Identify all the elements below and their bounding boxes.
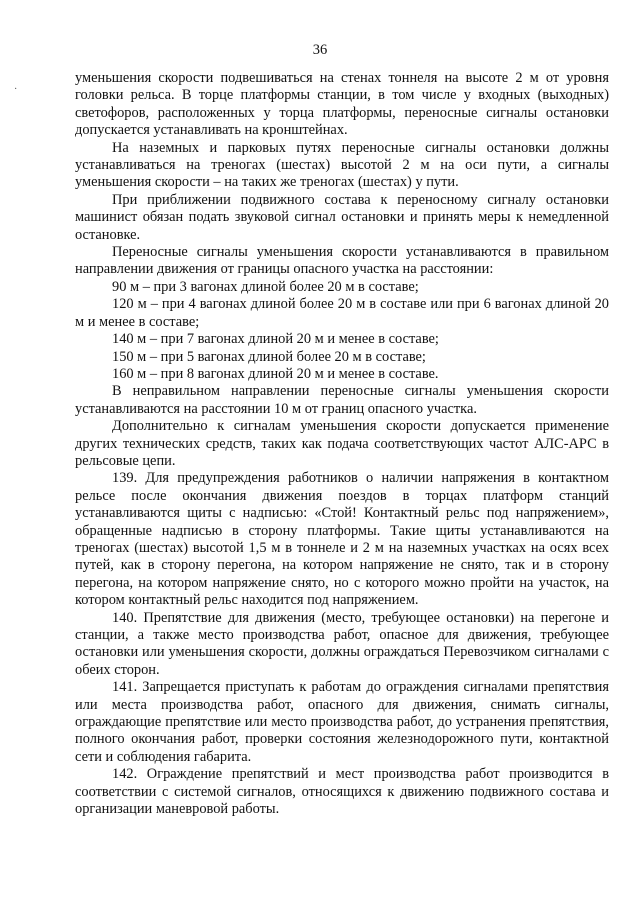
paragraph-140: 140. Препятствие для движения (место, требующее остановки) на перегоне и станции, а также место производства работ, опасное для движения, требующее остановки или уменьшения скорости, должны ограждаться Перевозчиком сигналами с обеих сторон. bbox=[75, 609, 609, 678]
paragraph-wrong-direction: В неправильном направлении переносные сигналы уменьшения скорости устанавливаются на расстоянии 10 м от границ опасного участка. bbox=[75, 383, 609, 417]
paragraph-surface-tracks: На наземных и парковых путях переносные сигналы остановки должны устанавливаться на треногах (шестах) высотой 2 м на оси пути, а сигналы уменьшения скорости – на таких же треногах (шестах) у пути. bbox=[75, 139, 609, 191]
paragraph-139: 139. Для предупреждения работников о наличии напряжения в контактном рельсе после окончания движения поездов в торцах платформ станций устанавливаются щиты с надписью: «Стой! Контактный рельс под напряжением», обращенные надписью в сторону платформы. Такие щиты устанавливаются на треногах (шестах) высотой 1,5 м в тоннеле и 2 м на наземных участках на осях всех путей, как в сторону перегона, на котором напряжение не снято, так и в сторону перегона, на котором напряжение снято, но с которого можно пройти на участок, на котором контактный рельс находится под напряжением. bbox=[75, 470, 609, 609]
distance-item-150: 150 м – при 5 вагонах длиной более 20 м в составе; bbox=[112, 348, 426, 365]
scan-mark: · bbox=[14, 84, 18, 95]
page-number: 36 bbox=[312, 42, 328, 58]
paragraph-speed-signal-distances: Переносные сигналы уменьшения скорости устанавливаются в правильном направлении движения от границы опасного участка на расстоянии: bbox=[75, 244, 609, 278]
distance-item-120: 120 м – при 4 вагонах длиной более 20 м в составе или при 6 вагонах длиной 20 м и менее в составе; bbox=[75, 296, 609, 330]
distance-item-160: 160 м – при 8 вагонах длиной 20 м и менее в составе. bbox=[112, 365, 439, 382]
paragraph-continuation: уменьшения скорости подвешиваться на стенах тоннеля на высоте 2 м от уровня головки рельса. В торце платформы станции, в том числе у входных (выходных) светофоров, расположенных у торца платформы, переносные сигналы остановки допускается устанавливать на кронштейнах. bbox=[75, 70, 609, 139]
paragraph-142: 142. Ограждение препятствий и мест производства работ производится в соответствии с системой сигналов, относящихся к движению подвижного состава и организации маневровой работы. bbox=[75, 766, 609, 818]
paragraph-141: 141. Запрещается приступать к работам до ограждения сигналами препятствия или места производства работ, опасного для движения, снимать сигналы, ограждающие препятствие или место производства работ, до устранения препятствия, полного окончания работ, проверки состояния железнодорожного пути, контактной сети и соблюдения габарита. bbox=[75, 679, 609, 765]
distance-item-90: 90 м – при 3 вагонах длиной более 20 м в составе; bbox=[112, 278, 419, 295]
paragraph-als-ars: Дополнительно к сигналам уменьшения скорости допускается применение других технических средств, таких как подача соответствующих частот АЛС-АРС в рельсовые цепи. bbox=[75, 418, 609, 469]
distance-item-140: 140 м – при 7 вагонах длиной 20 м и менее в составе; bbox=[112, 331, 439, 348]
document-body bbox=[75, 70, 609, 818]
paragraph-approach-signal: При приближении подвижного состава к переносному сигналу остановки машинист обязан подать звуковой сигнал остановки и принять меры к немедленной остановке. bbox=[75, 191, 609, 243]
